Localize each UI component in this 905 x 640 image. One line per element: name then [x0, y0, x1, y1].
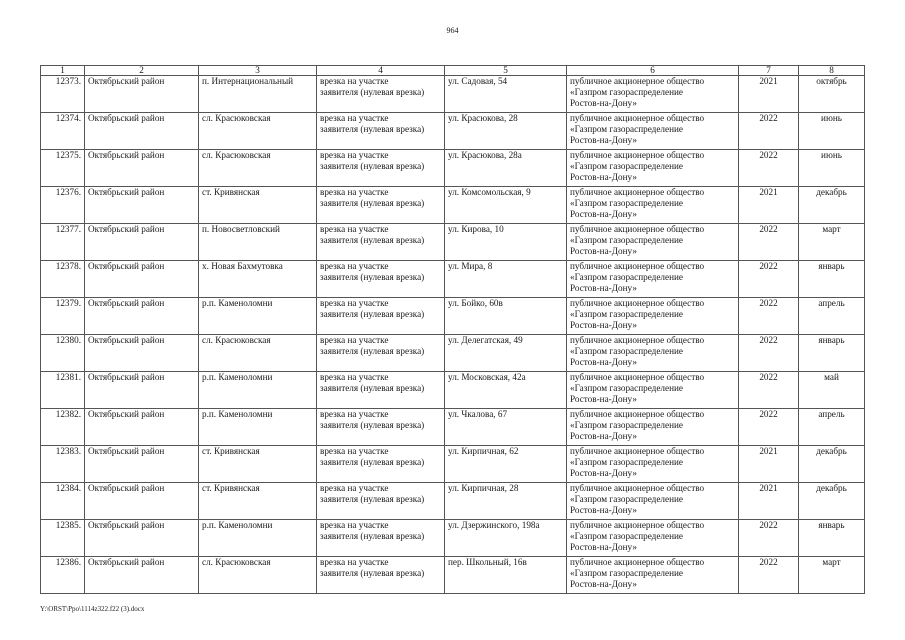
work-type-cell	[317, 520, 445, 557]
work-type-line: заявителя (нулевая врезка)	[320, 124, 425, 134]
address-cell: ул. Комсомольская, 9	[445, 187, 567, 224]
organization-line: «Газпром газораспределение	[570, 346, 683, 356]
work-type-cell	[317, 409, 445, 446]
column-header: 2	[85, 66, 199, 76]
month-cell: апрель	[799, 409, 865, 446]
organization-line: публичное акционерное общество	[570, 224, 705, 234]
address-cell: ул. Московская, 42а	[445, 372, 567, 409]
year-cell: 2022	[739, 261, 799, 298]
table-row	[41, 409, 865, 446]
work-type-line: заявителя (нулевая врезка)	[320, 531, 425, 541]
work-type-line: врезка на участке	[320, 261, 389, 271]
year-cell: 2022	[739, 520, 799, 557]
work-type-cell	[317, 372, 445, 409]
table-row	[41, 335, 865, 372]
column-header: 3	[199, 66, 317, 76]
row-number: 12383.	[41, 446, 85, 483]
year-cell: 2022	[739, 557, 799, 594]
organization-cell	[567, 76, 739, 113]
organization-line: Ростов-на-Дону»	[570, 246, 637, 256]
work-type-line: заявителя (нулевая врезка)	[320, 161, 425, 171]
row-number: 12385.	[41, 520, 85, 557]
year-cell: 2022	[739, 113, 799, 150]
month-cell: декабрь	[799, 446, 865, 483]
district-cell: Октябрьский район	[85, 187, 199, 224]
column-header: 8	[799, 66, 865, 76]
column-header: 5	[445, 66, 567, 76]
settlement-cell: сл. Красюковская	[199, 335, 317, 372]
organization-line: «Газпром газораспределение	[570, 161, 683, 171]
work-type-line: врезка на участке	[320, 224, 389, 234]
work-type-line: заявителя (нулевая врезка)	[320, 494, 425, 504]
table-row	[41, 483, 865, 520]
year-cell: 2022	[739, 335, 799, 372]
month-cell: март	[799, 224, 865, 261]
work-type-line: врезка на участке	[320, 446, 389, 456]
organization-line: публичное акционерное общество	[570, 446, 705, 456]
row-number: 12380.	[41, 335, 85, 372]
month-cell: апрель	[799, 298, 865, 335]
organization-cell	[567, 187, 739, 224]
address-cell: пер. Школьный, 16в	[445, 557, 567, 594]
month-cell: январь	[799, 335, 865, 372]
table-row	[41, 261, 865, 298]
organization-line: публичное акционерное общество	[570, 372, 705, 382]
organization-line: «Газпром газораспределение	[570, 531, 683, 541]
organization-line: Ростов-на-Дону»	[570, 542, 637, 552]
address-cell: ул. Чкалова, 67	[445, 409, 567, 446]
organization-line: публичное акционерное общество	[570, 261, 705, 271]
year-cell: 2022	[739, 224, 799, 261]
work-type-line: заявителя (нулевая врезка)	[320, 235, 425, 245]
organization-line: «Газпром газораспределение	[570, 235, 683, 245]
settlement-cell: сл. Красюковская	[199, 557, 317, 594]
district-cell: Октябрьский район	[85, 224, 199, 261]
table-row	[41, 150, 865, 187]
address-cell: ул. Кирпичная, 62	[445, 446, 567, 483]
settlement-cell: р.п. Каменоломни	[199, 520, 317, 557]
work-type-line: заявителя (нулевая врезка)	[320, 420, 425, 430]
column-header: 7	[739, 66, 799, 76]
organization-cell	[567, 261, 739, 298]
organization-cell	[567, 372, 739, 409]
district-cell: Октябрьский район	[85, 483, 199, 520]
year-cell: 2021	[739, 187, 799, 224]
organization-line: Ростов-на-Дону»	[570, 98, 637, 108]
work-type-line: заявителя (нулевая врезка)	[320, 272, 425, 282]
organization-line: публичное акционерное общество	[570, 113, 705, 123]
work-type-line: заявителя (нулевая врезка)	[320, 457, 425, 467]
organization-line: Ростов-на-Дону»	[570, 135, 637, 145]
organization-line: «Газпром газораспределение	[570, 420, 683, 430]
organization-line: Ростов-на-Дону»	[570, 394, 637, 404]
work-type-line: заявителя (нулевая врезка)	[320, 198, 425, 208]
organization-cell	[567, 409, 739, 446]
organization-line: Ростов-на-Дону»	[570, 283, 637, 293]
month-cell: июнь	[799, 113, 865, 150]
month-cell: октябрь	[799, 76, 865, 113]
organization-cell	[567, 150, 739, 187]
settlement-cell: п. Интернациональный	[199, 76, 317, 113]
district-cell: Октябрьский район	[85, 261, 199, 298]
year-cell: 2021	[739, 76, 799, 113]
organization-line: Ростов-на-Дону»	[570, 505, 637, 515]
row-number: 12374.	[41, 113, 85, 150]
district-cell: Октябрьский район	[85, 372, 199, 409]
address-cell: ул. Мира, 8	[445, 261, 567, 298]
organization-cell	[567, 224, 739, 261]
organization-line: Ростов-на-Дону»	[570, 431, 637, 441]
settlement-cell: ст. Кривянская	[199, 483, 317, 520]
settlement-cell: р.п. Каменоломни	[199, 409, 317, 446]
row-number: 12386.	[41, 557, 85, 594]
address-cell: ул. Кирпичная, 28	[445, 483, 567, 520]
organization-line: Ростов-на-Дону»	[570, 579, 637, 589]
organization-line: публичное акционерное общество	[570, 187, 705, 197]
organization-line: «Газпром газораспределение	[570, 383, 683, 393]
work-type-cell	[317, 483, 445, 520]
district-cell: Октябрьский район	[85, 557, 199, 594]
work-type-line: заявителя (нулевая врезка)	[320, 383, 425, 393]
data-table	[40, 65, 865, 594]
month-cell: январь	[799, 261, 865, 298]
organization-cell	[567, 483, 739, 520]
organization-line: публичное акционерное общество	[570, 150, 705, 160]
table-row	[41, 557, 865, 594]
row-number: 12375.	[41, 150, 85, 187]
organization-line: публичное акционерное общество	[570, 520, 705, 530]
work-type-line: врезка на участке	[320, 76, 389, 86]
organization-line: публичное акционерное общество	[570, 335, 705, 345]
month-cell: декабрь	[799, 187, 865, 224]
settlement-cell: ст. Кривянская	[199, 187, 317, 224]
organization-line: «Газпром газораспределение	[570, 568, 683, 578]
work-type-line: врезка на участке	[320, 520, 389, 530]
work-type-line: врезка на участке	[320, 298, 389, 308]
organization-cell	[567, 446, 739, 483]
organization-cell	[567, 520, 739, 557]
work-type-cell	[317, 224, 445, 261]
organization-line: публичное акционерное общество	[570, 557, 705, 567]
table-row	[41, 187, 865, 224]
table-header	[41, 66, 865, 76]
address-cell: ул. Садовая, 54	[445, 76, 567, 113]
work-type-cell	[317, 76, 445, 113]
organization-cell	[567, 335, 739, 372]
organization-line: «Газпром газораспределение	[570, 272, 683, 282]
organization-cell	[567, 113, 739, 150]
table-body	[41, 76, 865, 594]
work-type-line: врезка на участке	[320, 335, 389, 345]
file-path-footer: Y:\ORST\Ppo\1114z322.f22 (3).docx	[40, 605, 145, 613]
year-cell: 2022	[739, 409, 799, 446]
column-header: 6	[567, 66, 739, 76]
settlement-cell: ст. Кривянская	[199, 446, 317, 483]
work-type-cell	[317, 113, 445, 150]
address-cell: ул. Бойко, 60в	[445, 298, 567, 335]
organization-line: публичное акционерное общество	[570, 483, 705, 493]
organization-line: Ростов-на-Дону»	[570, 468, 637, 478]
work-type-line: врезка на участке	[320, 113, 389, 123]
row-number: 12373.	[41, 76, 85, 113]
settlement-cell: р.п. Каменоломни	[199, 372, 317, 409]
table-row	[41, 372, 865, 409]
settlement-cell: сл. Красюковская	[199, 150, 317, 187]
address-cell: ул. Дзержинского, 198а	[445, 520, 567, 557]
organization-line: «Газпром газораспределение	[570, 198, 683, 208]
row-number: 12384.	[41, 483, 85, 520]
address-cell: ул. Красюкова, 28а	[445, 150, 567, 187]
table-row	[41, 76, 865, 113]
organization-line: «Газпром газораспределение	[570, 457, 683, 467]
organization-line: Ростов-на-Дону»	[570, 172, 637, 182]
row-number: 12376.	[41, 187, 85, 224]
organization-cell	[567, 298, 739, 335]
work-type-line: заявителя (нулевая врезка)	[320, 87, 425, 97]
organization-line: «Газпром газораспределение	[570, 309, 683, 319]
work-type-cell	[317, 187, 445, 224]
month-cell: декабрь	[799, 483, 865, 520]
organization-line: публичное акционерное общество	[570, 409, 705, 419]
work-type-cell	[317, 261, 445, 298]
month-cell: май	[799, 372, 865, 409]
settlement-cell: р.п. Каменоломни	[199, 298, 317, 335]
district-cell: Октябрьский район	[85, 409, 199, 446]
work-type-line: врезка на участке	[320, 483, 389, 493]
address-cell: ул. Делегатская, 49	[445, 335, 567, 372]
work-type-cell	[317, 335, 445, 372]
table-row	[41, 520, 865, 557]
district-cell: Октябрьский район	[85, 150, 199, 187]
district-cell: Октябрьский район	[85, 76, 199, 113]
district-cell: Октябрьский район	[85, 298, 199, 335]
address-cell: ул. Кирова, 10	[445, 224, 567, 261]
month-cell: июнь	[799, 150, 865, 187]
month-cell: январь	[799, 520, 865, 557]
work-type-cell	[317, 557, 445, 594]
year-cell: 2021	[739, 446, 799, 483]
work-type-cell	[317, 446, 445, 483]
district-cell: Октябрьский район	[85, 520, 199, 557]
column-header: 4	[317, 66, 445, 76]
organization-line: Ростов-на-Дону»	[570, 320, 637, 330]
column-header: 1	[41, 66, 85, 76]
page-number: 964	[446, 26, 459, 35]
district-cell: Октябрьский район	[85, 335, 199, 372]
row-number: 12377.	[41, 224, 85, 261]
organization-line: публичное акционерное общество	[570, 76, 705, 86]
work-type-line: врезка на участке	[320, 372, 389, 382]
table-row	[41, 224, 865, 261]
organization-line: публичное акционерное общество	[570, 298, 705, 308]
settlement-cell: п. Новосветловский	[199, 224, 317, 261]
work-type-cell	[317, 150, 445, 187]
year-cell: 2022	[739, 150, 799, 187]
work-type-line: заявителя (нулевая врезка)	[320, 309, 425, 319]
organization-line: «Газпром газораспределение	[570, 494, 683, 504]
organization-line: «Газпром газораспределение	[570, 87, 683, 97]
month-cell: март	[799, 557, 865, 594]
work-type-line: врезка на участке	[320, 150, 389, 160]
year-cell: 2022	[739, 372, 799, 409]
table-row	[41, 446, 865, 483]
year-cell: 2022	[739, 298, 799, 335]
district-cell: Октябрьский район	[85, 113, 199, 150]
settlement-cell: х. Новая Бахмутовка	[199, 261, 317, 298]
row-number: 12379.	[41, 298, 85, 335]
work-type-line: врезка на участке	[320, 187, 389, 197]
organization-line: «Газпром газораспределение	[570, 124, 683, 134]
work-type-line: врезка на участке	[320, 409, 389, 419]
work-type-line: врезка на участке	[320, 557, 389, 567]
organization-line: Ростов-на-Дону»	[570, 209, 637, 219]
organization-line: Ростов-на-Дону»	[570, 357, 637, 367]
settlement-cell: сл. Красюковская	[199, 113, 317, 150]
header-row	[41, 66, 865, 76]
row-number: 12378.	[41, 261, 85, 298]
row-number: 12381.	[41, 372, 85, 409]
district-cell: Октябрьский район	[85, 446, 199, 483]
address-cell: ул. Красюкова, 28	[445, 113, 567, 150]
table-row	[41, 113, 865, 150]
organization-cell	[567, 557, 739, 594]
year-cell: 2021	[739, 483, 799, 520]
work-type-cell	[317, 298, 445, 335]
table-row	[41, 298, 865, 335]
row-number: 12382.	[41, 409, 85, 446]
work-type-line: заявителя (нулевая врезка)	[320, 346, 425, 356]
work-type-line: заявителя (нулевая врезка)	[320, 568, 425, 578]
